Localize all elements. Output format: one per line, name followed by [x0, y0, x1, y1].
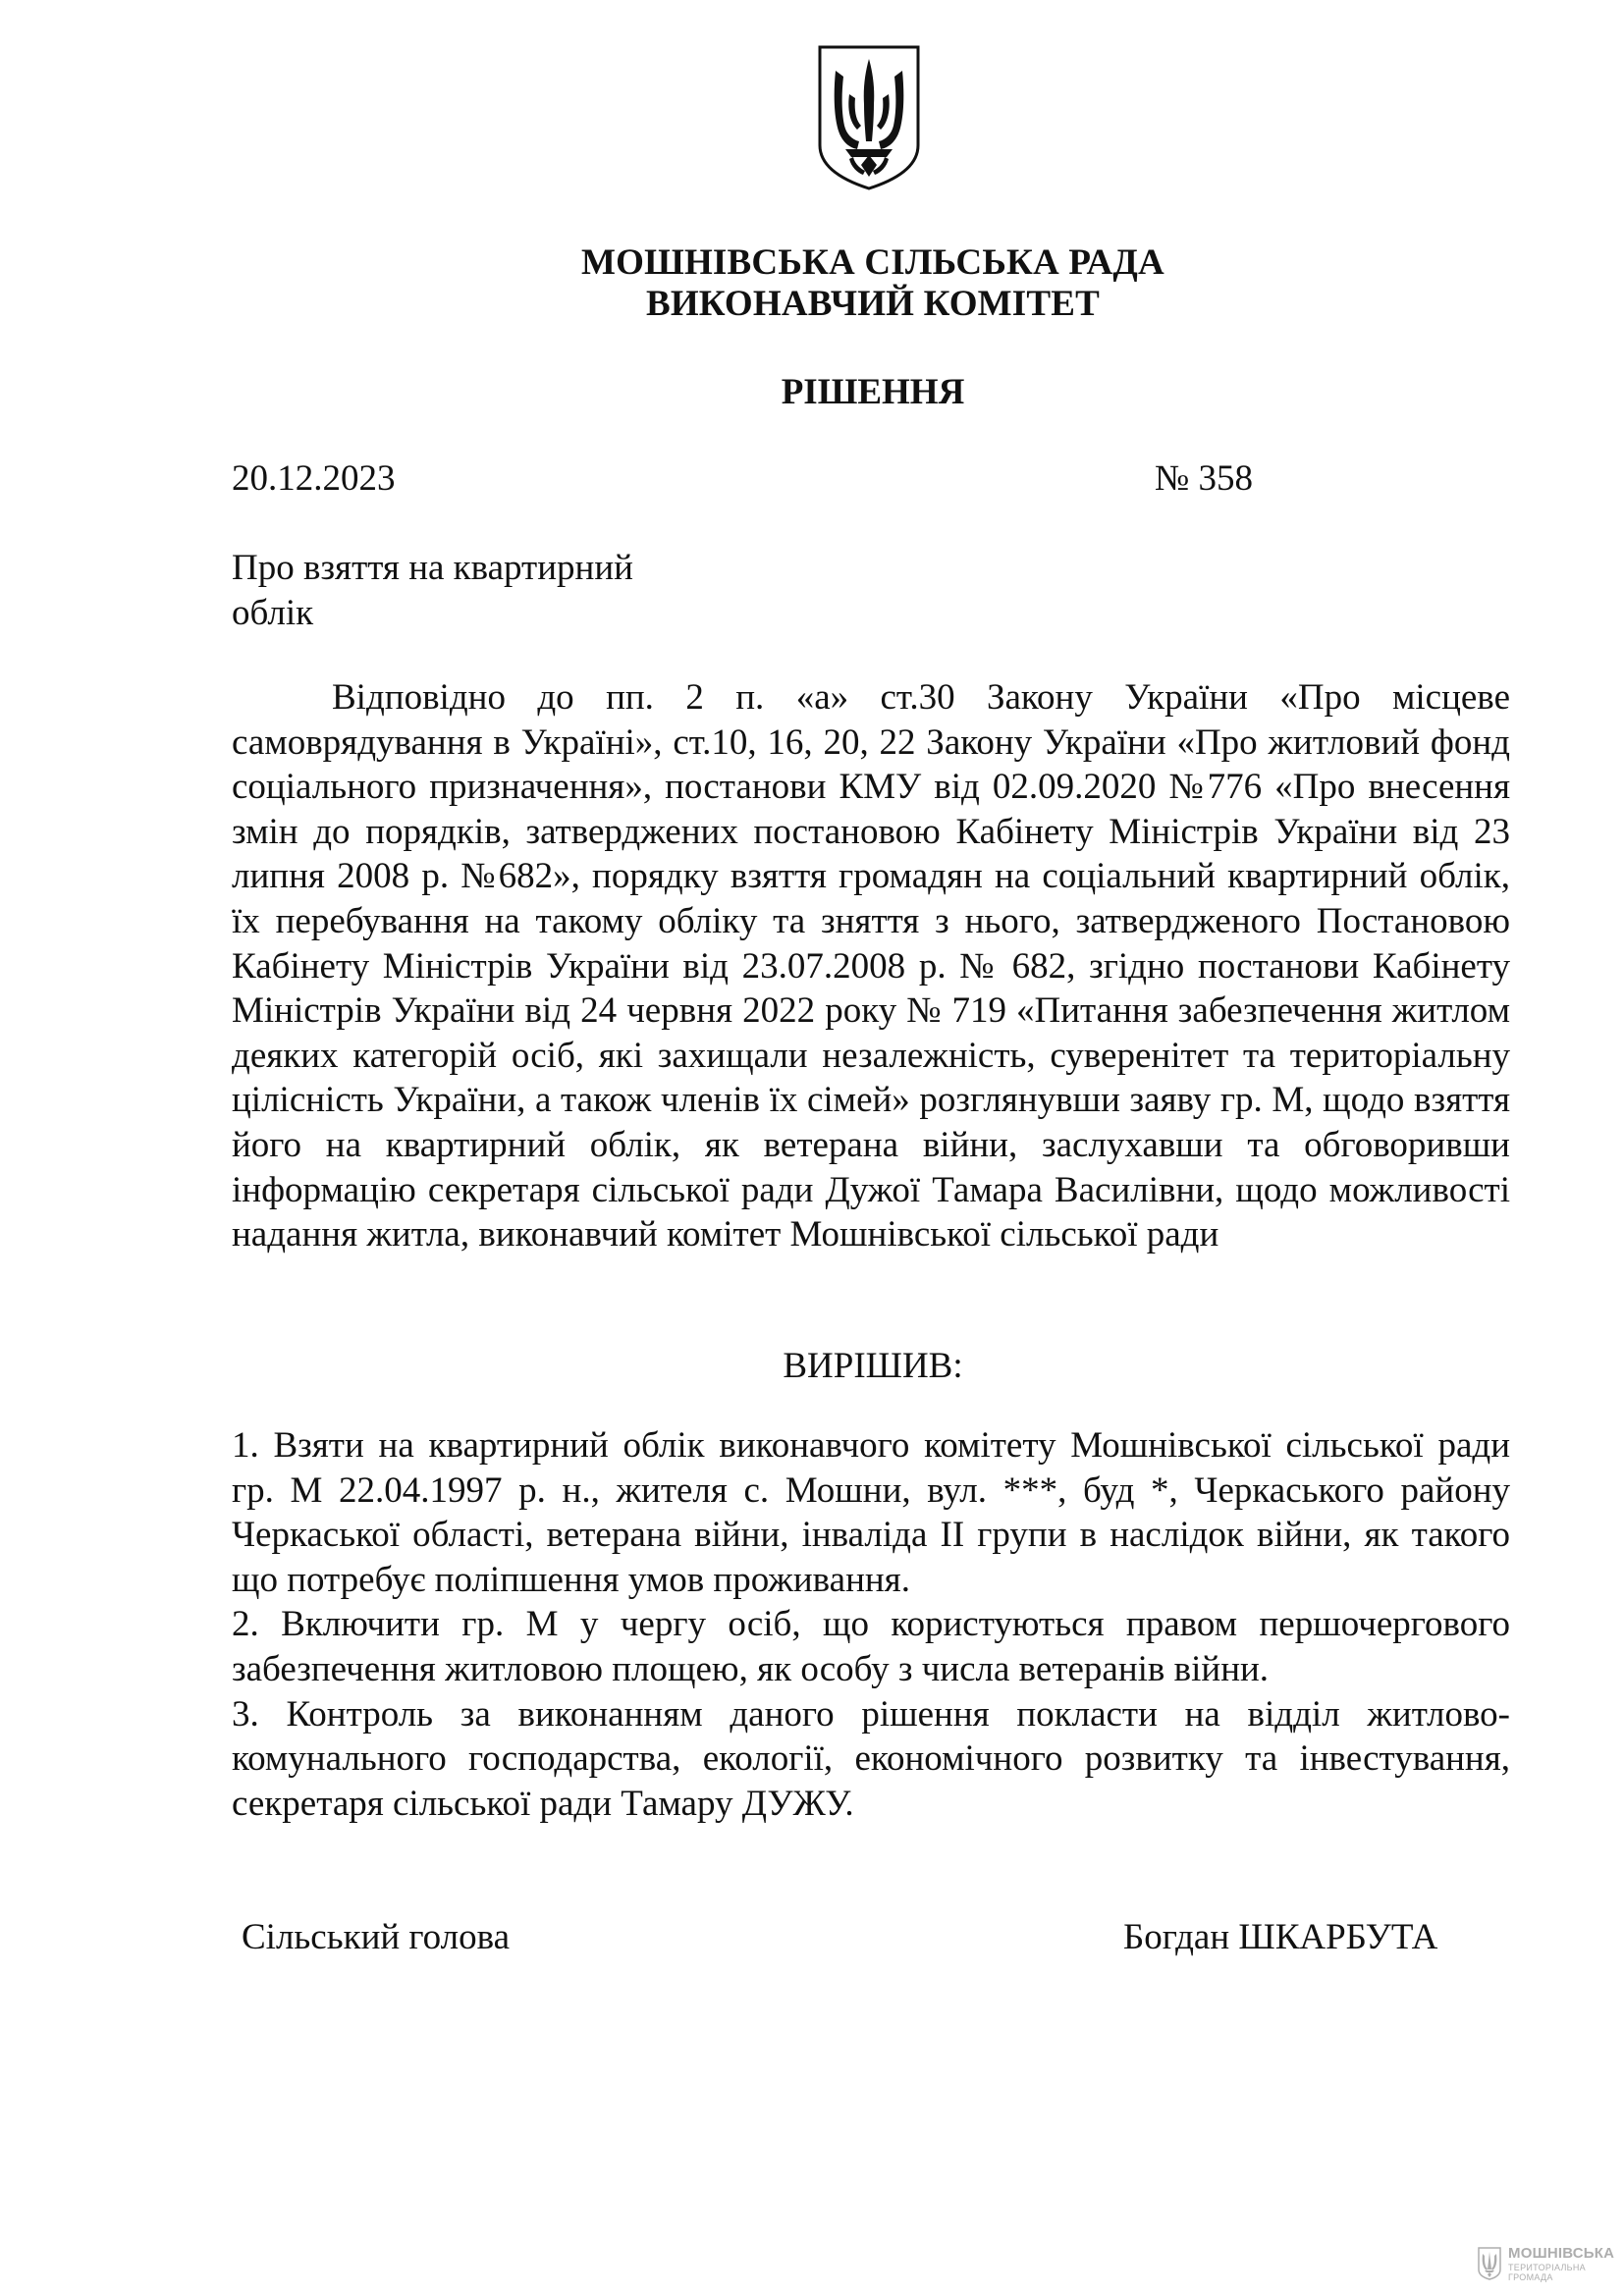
decision-item: 2. Включити гр. М у чергу осіб, що користуються правом першочергового забезпечення житловою площею, як особу з числа ветеранів війни. — [232, 1604, 1510, 1689]
trident-watermark-icon — [1477, 2246, 1502, 2281]
watermark-title: МОШНІВСЬКА — [1508, 2245, 1615, 2262]
decision-date: 20.12.2023 — [232, 458, 396, 499]
decided-heading: ВИРІШИВ: — [783, 1346, 963, 1386]
organization-name: МОШНІВСЬКА СІЛЬСЬКА РАДА — [581, 242, 1164, 283]
decision-item: 1. Взяти на квартирний облік виконавчого комітету Мошнівської сільської ради гр. М 22.04.1997 р. н., жителя с. Мошни, вул. ***, буд *, Черкаського району Черкаської області, ветерана війни, інваліда ІІ групи в наслідок війни, як такого що потребує поліпшення умов проживання. — [232, 1425, 1510, 1600]
watermark-subtitle: ГРОМАДА — [1508, 2272, 1553, 2282]
decision-items-list — [232, 1423, 1510, 1826]
subject-line: облік — [232, 593, 314, 633]
community-watermark — [1477, 2244, 1615, 2287]
watermark-subtitle: ТЕРИТОРІАЛЬНА — [1508, 2263, 1586, 2272]
document-type-title: РІШЕННЯ — [781, 372, 965, 412]
decision-subject — [232, 546, 742, 636]
organization-subdivision: ВИКОНАВЧИЙ КОМІТЕТ — [645, 284, 1101, 324]
preamble-paragraph: Відповідно до пп. 2 п. «а» ст.30 Закону України «Про місцеве самоврядування в Україні», ст.10, 16, 20, 22 Закону України «Про житловий фонд соціального призначення», постанови КМУ від 02.09.2020 №776 «Про внесення змін до порядків, затверджених постановою Кабінету Міністрів України від 23 липня 2008 р. №682», порядку взяття громадян на соціальний квартирний облік, їх перебування на такому обліку та зняття з нього, затвердженого Постановою Кабінету Міністрів України від 23.07.2008 р. № 682, згідно постанови Кабінету Міністрів України від 24 червня 2022 року № 719 «Питання забезпечення житлом деяких категорій осіб, які захищали незалежність, суверенітет та територіальну цілісність України, а також членів їх сімей» розглянувши заяву гр. М, щодо взяття його на квартирний облік, як ветерана війни, заслухавши та обговоривши інформацію секретаря сільської ради Дужої Тамара Василівни, щодо можливості надання житла, виконавчий комітет Мошнівської сільської ради — [232, 677, 1510, 1255]
ukraine-trident-coat-of-arms-icon — [816, 43, 922, 192]
decision-item: 3. Контроль за виконанням даного рішення покласти на відділ житлово-комунального господарства, екології, економічного розвитку та інвестування, секретаря сільської ради Тамару ДУЖУ. — [232, 1693, 1510, 1824]
signature-title: Сільський голова — [242, 1917, 511, 1957]
signature-name: Богдан ШКАРБУТА — [1123, 1917, 1438, 1957]
subject-line: Про взяття на квартирний — [232, 548, 633, 588]
decision-number: № 358 — [1155, 458, 1254, 499]
